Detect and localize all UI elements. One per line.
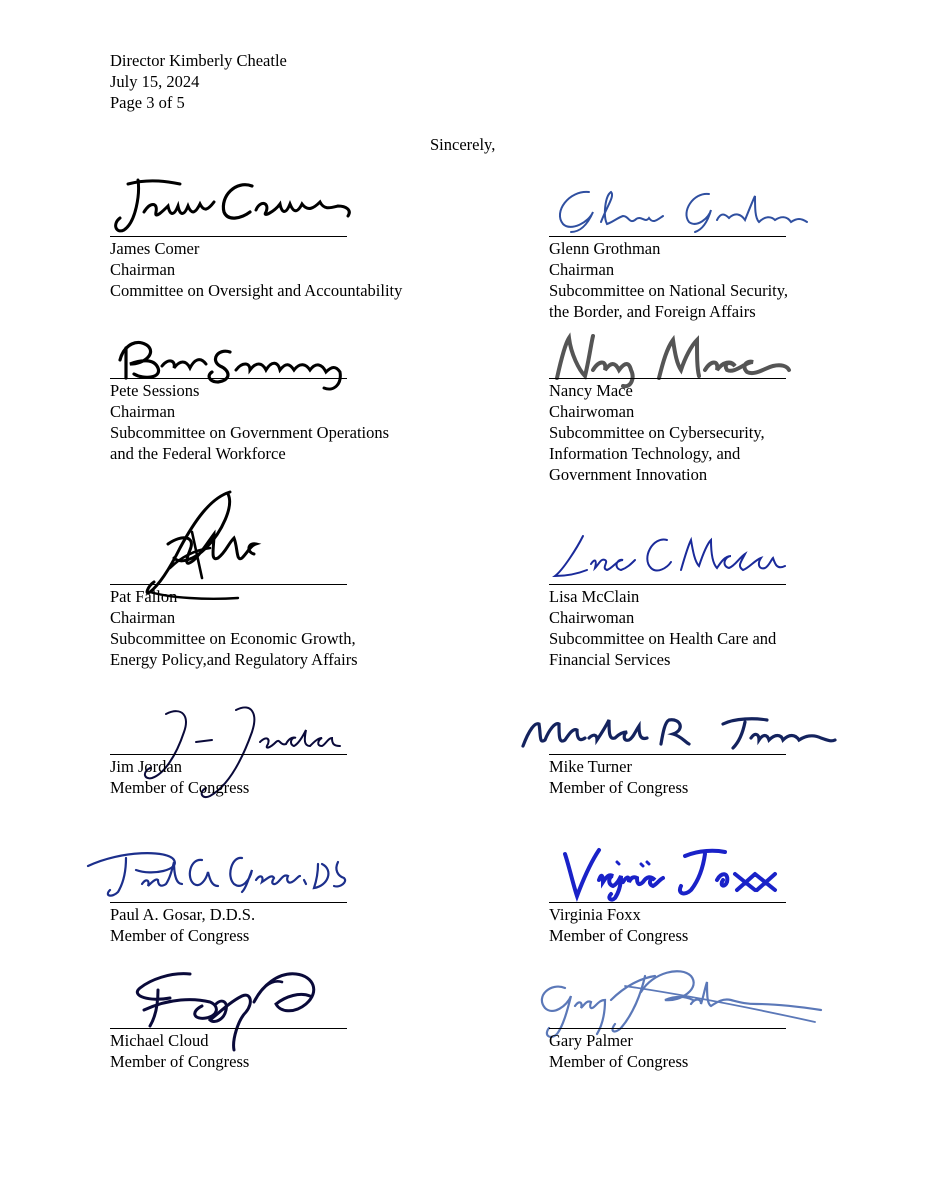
- signatory-title: Member of Congress: [549, 778, 689, 797]
- signatory-title: Chairwoman: [549, 402, 635, 421]
- signatory-affiliation: Committee on Oversight and Accountability: [110, 281, 403, 300]
- signatory-affiliation: Information Technology, and: [549, 444, 741, 463]
- signature-block-jim-jordan: [110, 702, 430, 802]
- signatory-name: Michael Cloud: [110, 1031, 209, 1050]
- signatory-title: Member of Congress: [110, 1052, 250, 1071]
- signature-block-glenn-grothman: [549, 172, 869, 322]
- signatory-title: Chairwoman: [549, 608, 635, 627]
- signature-paul-gosar: [82, 840, 362, 904]
- signatory-text: [549, 238, 788, 322]
- signatory-name: Paul A. Gosar, D.D.S.: [110, 905, 256, 924]
- signatory-text: [549, 1030, 688, 1072]
- signature-block-pete-sessions: [110, 330, 430, 470]
- signature-block-nancy-mace: [549, 330, 869, 490]
- signature-block-james-comer: [110, 172, 430, 302]
- signatory-name: Glenn Grothman: [549, 239, 661, 258]
- signature-block-paul-gosar: [110, 840, 430, 950]
- signatory-name: Gary Palmer: [549, 1031, 633, 1050]
- page-number-line: Page 3 of 5: [110, 93, 185, 112]
- signatory-name: James Comer: [110, 239, 200, 258]
- signature-line: [549, 584, 786, 585]
- signature-line: [549, 1028, 786, 1029]
- signature-block-mike-turner: [549, 702, 869, 802]
- signatory-name: Mike Turner: [549, 757, 632, 776]
- signature-line: [110, 378, 347, 379]
- signatory-text: [110, 1030, 249, 1072]
- signatory-affiliation: Subcommittee on Government Operations: [110, 423, 390, 442]
- signatory-text: [110, 586, 358, 670]
- signatory-text: [110, 380, 389, 464]
- signatory-name: Jim Jordan: [110, 757, 182, 776]
- signature-line: [110, 236, 347, 237]
- signature-block-gary-palmer: [549, 962, 869, 1082]
- signature-glenn-grothman: [549, 182, 819, 236]
- signatory-text: [110, 904, 255, 946]
- signatory-title: Chairman: [549, 260, 615, 279]
- signatory-text: [549, 756, 688, 798]
- signature-line: [549, 236, 786, 237]
- signatory-text: [110, 238, 402, 301]
- signatory-title: Member of Congress: [110, 926, 250, 945]
- signatory-affiliation: and the Federal Workforce: [110, 444, 286, 463]
- signatory-affiliation: Financial Services: [549, 650, 671, 669]
- signatory-text: [110, 756, 249, 798]
- signatory-text: [549, 586, 776, 670]
- signature-line: [110, 754, 347, 755]
- signatory-text: [549, 380, 765, 485]
- signatory-title: Chairman: [110, 608, 176, 627]
- signatory-name: Pete Sessions: [110, 381, 200, 400]
- signature-line: [549, 754, 786, 755]
- signatory-name: Nancy Mace: [549, 381, 633, 400]
- letter-header: [110, 50, 287, 113]
- signature-line: [110, 902, 347, 903]
- signatory-affiliation: Subcommittee on Economic Growth,: [110, 629, 356, 648]
- signatory-title: Member of Congress: [549, 1052, 689, 1071]
- signature-block-pat-fallon: [110, 488, 430, 678]
- signatory-affiliation: Subcommittee on Health Care and: [549, 629, 777, 648]
- signatory-affiliation: Energy Policy,and Regulatory Affairs: [110, 650, 358, 669]
- signature-block-lisa-mcclain: [549, 520, 869, 670]
- signatory-name: Lisa McClain: [549, 587, 640, 606]
- signatory-affiliation: Subcommittee on National Security,: [549, 281, 789, 300]
- signature-line: [110, 584, 347, 585]
- closing-salutation: Sincerely,: [430, 135, 496, 154]
- signatory-title: Member of Congress: [110, 778, 250, 797]
- signatory-name: Virginia Foxx: [549, 905, 641, 924]
- signature-line: [110, 1028, 347, 1029]
- signature-block-michael-cloud: [110, 962, 430, 1082]
- signatory-affiliation: Government Innovation: [549, 465, 708, 484]
- recipient-line: Director Kimberly Cheatle: [110, 51, 287, 70]
- signatory-name: Pat Fallon: [110, 587, 178, 606]
- signatory-title: Chairman: [110, 402, 176, 421]
- signatory-text: [549, 904, 688, 946]
- signatory-affiliation: the Border, and Foreign Affairs: [549, 302, 756, 321]
- signature-virginia-foxx: [559, 840, 799, 904]
- signature-james-comer: [110, 172, 360, 236]
- date-line: July 15, 2024: [110, 72, 200, 91]
- signature-line: [549, 378, 786, 379]
- signatory-title: Member of Congress: [549, 926, 689, 945]
- signature-mike-turner: [519, 710, 839, 760]
- signature-lisa-mcclain: [549, 526, 799, 584]
- signature-line: [549, 902, 786, 903]
- signature-block-virginia-foxx: [549, 840, 869, 950]
- signatory-title: Chairman: [110, 260, 176, 279]
- signatory-affiliation: Subcommittee on Cybersecurity,: [549, 423, 765, 442]
